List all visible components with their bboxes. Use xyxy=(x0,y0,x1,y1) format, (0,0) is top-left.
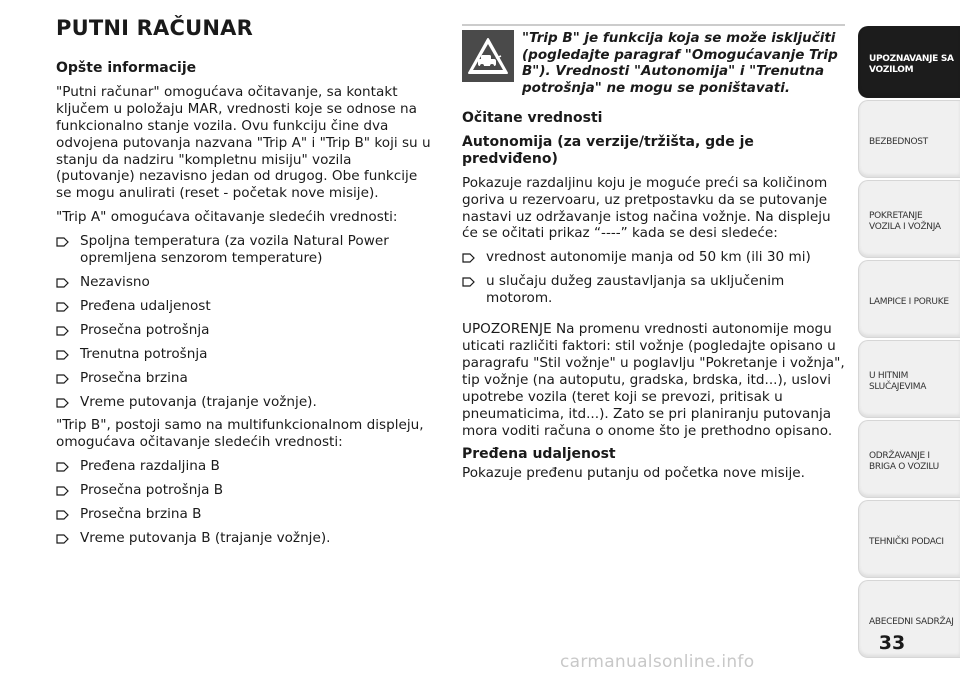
bullet-icon xyxy=(56,278,69,288)
list-item-text: Spoljna temperatura (za vozila Natural Power opremljena senzorom temperature) xyxy=(80,233,389,267)
sidebar-tab-label: POKRETANJE VOZILA I VOŽNJA xyxy=(869,211,941,232)
section-heading-values: Očitane vrednosti xyxy=(462,110,603,126)
bullet-icon xyxy=(56,398,69,408)
list-item-text: Prosečna brzina B xyxy=(80,506,202,523)
sidebar-tab-label: ABECEDNI SADRŽAJ xyxy=(869,616,954,627)
list-item xyxy=(56,370,434,387)
watermark: carmanualsonline.info xyxy=(560,652,755,672)
sidebar-tab-label: UPOZNAVANJE SA VOZILOM xyxy=(869,54,954,75)
sidebar-tab-label: U HITNIM SLUČAJEVIMA xyxy=(869,371,927,392)
sidebar-tab[interactable] xyxy=(858,100,960,178)
list-item-text: Vreme putovanja B (trajanje vožnje). xyxy=(80,529,331,546)
section-heading-general: Opšte informacije xyxy=(56,60,197,76)
list-item-text: Prosečna potrošnja xyxy=(80,321,210,338)
autonomy-text: Pokazuje razdaljinu koju je moguće preći sa količinom goriva u rezervoaru, uz pretpostavku da se putovanje nastavi uz održavanje istog načina vožnje. Na displeju će se očitati prikaz “----” kada se desi sledeće: xyxy=(462,174,831,242)
list-item xyxy=(462,249,848,266)
list-item-text: vrednost autonomije manja od 50 km (ili 30 mi) xyxy=(486,249,811,266)
right-column xyxy=(462,30,848,489)
list-item-text: u slučaju dužeg zaustavljanja sa uključenim motorom. xyxy=(486,273,785,307)
list-item xyxy=(56,506,434,523)
list-item-text: Trenutna potrošnja xyxy=(80,345,208,362)
list-item-text: Pređena razdaljina B xyxy=(80,458,220,475)
autonomy-heading: Autonomija (za verzije/tržišta, gde je predviđeno) xyxy=(462,133,754,167)
list-item xyxy=(56,322,434,339)
bullet-icon xyxy=(56,350,69,360)
chapter-sidebar xyxy=(858,26,960,660)
distance-heading: Pređena udaljenost xyxy=(462,446,616,463)
page-title: PUTNI RAČUNAR xyxy=(56,16,253,40)
bullet-icon xyxy=(462,253,475,263)
list-item xyxy=(56,458,434,475)
list-item-text: Pređena udaljenost xyxy=(80,297,211,314)
autonomy-list xyxy=(462,249,848,307)
warning-text: "Trip B" je funkcija koja se može isključiti (pogledajte paragraf "Omogućavanje Trip B"). Vrednosti "Autonomija" i "Trenutna potrošnja" ne mogu se poništavati. xyxy=(522,30,838,96)
trip-b-intro: "Trip B", postoji samo na multifunkcionalnom displeju, omogućava očitavanje sledećih vrednosti: xyxy=(56,417,424,451)
distance-text: Pokazuje pređenu putanju od početka nove misije. xyxy=(462,465,805,482)
list-item-text: Prosečna potrošnja B xyxy=(80,482,224,499)
bullet-icon xyxy=(56,302,69,312)
bullet-icon xyxy=(462,277,475,287)
sidebar-tab[interactable] xyxy=(858,420,960,498)
top-divider xyxy=(462,24,845,26)
list-item xyxy=(56,394,434,411)
list-item xyxy=(56,482,434,499)
list-item xyxy=(56,298,434,315)
bullet-icon xyxy=(56,486,69,496)
trip-a-list xyxy=(56,233,434,410)
bullet-icon xyxy=(56,462,69,472)
sidebar-tab-label: TEHNIČKI PODACI xyxy=(869,536,944,547)
sidebar-tab-label: LAMPICE I PORUKE xyxy=(869,296,949,307)
bullet-icon xyxy=(56,374,69,384)
sidebar-tab[interactable] xyxy=(858,180,960,258)
trip-a-intro: "Trip A" omogućava očitavanje sledećih vrednosti: xyxy=(56,209,398,226)
sidebar-tab[interactable] xyxy=(858,26,960,98)
list-item xyxy=(462,273,848,307)
list-item xyxy=(56,530,434,547)
page-number: 33 xyxy=(878,632,906,654)
driver-warning-icon xyxy=(462,30,514,82)
sidebar-tab-label: ODRŽAVANJE I BRIGA O VOZILU xyxy=(869,451,939,472)
list-item xyxy=(56,346,434,363)
sidebar-tab[interactable] xyxy=(858,260,960,338)
bullet-icon xyxy=(56,534,69,544)
list-item-text: Prosečna brzina xyxy=(80,369,188,386)
list-item xyxy=(56,274,434,291)
intro-paragraph: "Putni računar" omogućava očitavanje, sa kontakt ključem u položaju MAR, vrednosti koje se odnose na funkcionalno stanje vozila. Ovu funkciju čine dva odvojena putovanja nazvana "Trip A" i "Trip B" koji su u stanju da nadziru "kompletnu misiju" vozila (putovanje) nezavisno jedan od drugog. Obe funkcije se mogu anulirati (reset - početak nove misije). xyxy=(56,83,431,202)
sidebar-tab-label: BEZBEDNOST xyxy=(869,136,928,147)
sidebar-tab[interactable] xyxy=(858,500,960,578)
warning-note xyxy=(462,30,848,96)
list-item-text: Nezavisno xyxy=(80,273,150,290)
bullet-icon xyxy=(56,510,69,520)
bullet-icon xyxy=(56,326,69,336)
sidebar-tab[interactable] xyxy=(858,340,960,418)
list-item-text: Vreme putovanja (trajanje vožnje). xyxy=(80,393,317,410)
warning-paragraph: UPOZORENJE Na promenu vrednosti autonomije mogu uticati različiti faktori: stil vožnje (pogledajte opisano u paragrafu "Stil vožnje" u poglavlju "Pokretanje i vožnja", tip vožnje (na autoputu, gradska, brdska, itd...), uslovi upotrebe vozila (teret koji se prevozi, pritisak u pneumaticima, itd...). Zato se pri planiranju putovanja mora voditi računa o onome što je prethodno opisano. xyxy=(462,321,845,439)
list-item xyxy=(56,233,434,267)
left-column xyxy=(56,60,434,554)
bullet-icon xyxy=(56,237,69,247)
trip-b-list xyxy=(56,458,434,547)
